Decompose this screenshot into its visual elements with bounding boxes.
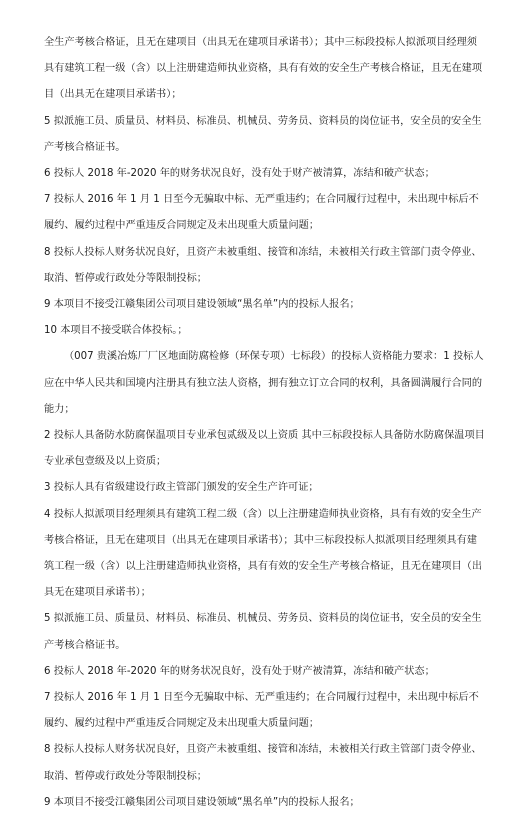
paragraph-continuation: 全生产考核合格证，且无在建项目（出具无在建项目承诺书）；其中三标段投标人拟派项目经理须具有建筑工程一级（含）以上注册建造师执业资格，具有有效的安全生产考核合格证，且无在建项目（出具无在建项目承诺书）；	[44, 37, 483, 101]
paragraph-section-007-item-8: 8 投标人投标人财务状况良好，且资产未被重组、接管和冻结，未被相关行政主管部门责令停业、取消、暂停或行政处分等限制投标；	[44, 744, 482, 782]
paragraph-section-007-item-5: 5 拟派施工员、质量员、材料员、标准员、机械员、劳务员、资料员的岗位证书，安全员的安全生产考核合格证书。	[44, 613, 482, 651]
paragraph-item-5: 5 拟派施工员、质量员、材料员、标准员、机械员、劳务员、资料员的岗位证书，安全员的安全生产考核合格证书。	[44, 115, 482, 153]
paragraph-item-9: 9 本项目不接受江赣集团公司项目建设领域“黑名单”内的投标人报名；	[44, 299, 360, 311]
paragraph-item-6: 6 投标人 2018 年-2020 年的财务状况良好，没有处于财产被清算，冻结和破产状态；	[44, 168, 435, 180]
paragraph-section-007-item-7: 7 投标人 2016 年 1 月 1 日至今无骗取中标、无严重违约；在合同履行过程中，未出现中标后不履约、履约过程中严重违反合同规定及未出现重大质量问题；	[44, 692, 479, 730]
paragraph-section-007-item-3: 3 投标人具有省级建设行政主管部门颁发的安全生产许可证；	[44, 482, 319, 494]
paragraph-section-007-item-1: （007 贵溪冶炼厂厂区地面防腐检修（环保专项）七标段）的投标人资格能力要求：1 投标人应在中华人民共和国境内注册具有独立法人资格，拥有独立订立合同的权利，具备圆满履行合同的能力；	[44, 351, 484, 415]
paragraph-section-007-item-9: 9 本项目不接受江赣集团公司项目建设领域“黑名单”内的投标人报名；	[44, 796, 360, 808]
paragraph-section-007-item-4: 4 投标人拟派项目经理须具有建筑工程二级（含）以上注册建造师执业资格，具有有效的安全生产考核合格证，且无在建项目（出具无在建项目承诺书）；其中三标段投标人拟派项目经理须具有建筑工程一级（含）以上注册建造师执业资格，具有有效的安全生产考核合格证，且无在建项目（出具无在建项目承诺书）；	[44, 508, 483, 599]
paragraph-item-10: 10 本项目不接受联合体投标。；	[44, 325, 188, 337]
paragraph-item-8: 8 投标人投标人财务状况良好，且资产未被重组、接管和冻结，未被相关行政主管部门责令停业、取消、暂停或行政处分等限制投标；	[44, 246, 482, 284]
paragraph-section-007-item-2: 2 投标人具备防水防腐保温项目专业承包贰级及以上资质 其中三标段投标人具备防水防腐保温项目专业承包壹级及以上资质；	[44, 430, 485, 468]
paragraph-section-007-item-6: 6 投标人 2018 年-2020 年的财务状况良好，没有处于财产被清算，冻结和破产状态；	[44, 665, 435, 677]
paragraph-item-7: 7 投标人 2016 年 1 月 1 日至今无骗取中标、无严重违约；在合同履行过程中，未出现中标后不履约、履约过程中严重违反合同规定及未出现重大质量问题；	[44, 194, 479, 232]
